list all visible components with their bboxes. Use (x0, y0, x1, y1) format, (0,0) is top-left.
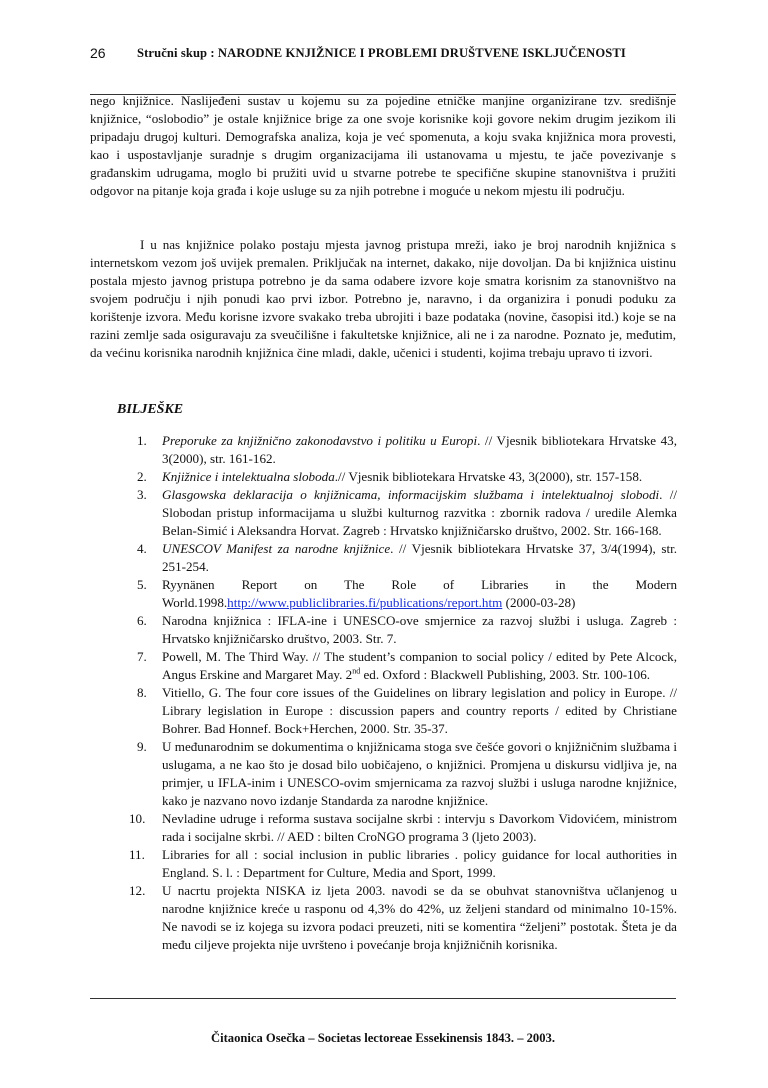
note-title: UNESCOV Manifest za narodne knjižnice (162, 541, 391, 556)
note-number: 8. (137, 685, 147, 700)
note-text: Vitiello, G. The four core issues of the Guidelines on library legislation and policy in Europe. // Library legislation in Europe : discussion papers and country reports / edited by Christiane Bohrer. Bad Honnef. Bock+Herchen, 2000. Str. 35-37. (162, 685, 677, 736)
note-item (137, 612, 677, 648)
note-text: . // Vjesnik bibliotekara Hrvatske 37, 3/4(1994), str. 251-254. (162, 541, 678, 574)
note-number: 9. (137, 739, 147, 754)
notes-list (129, 432, 678, 954)
note-text: Narodna knjižnica : IFLA-ine i UNESCO-ove smjernice za razvoj službi i usluga. Zagreb : Hrvatsko knjižničarsko društvo, 2003. Str. 7. (162, 613, 677, 646)
body-paragraph-1: nego knjižnice. Naslijeđeni sustav u kojemu su za pojedine etničke manjine organizirane tzv. središnje knjižnice, “oslobodio” je ostale knjižnice brige za one svoje korisnike koji govore nekim drugim jezikom ili pripadaju drugoj kulturi. Demografska analiza, koja je već spomenuta, a koju svaka knjižnica mora provesti, kao i uspostavljanje suradnje s drugim organizacijama ili ustanovama u mjestu, te jače povezivanje s građanskim udrugama, moglo bi pružiti uvid u stvarne potrebe te specifične skupine stanovništva i pružiti odgovor na pitanje koja građa i koje usluge su za njih potrebne i moguće u nekom mjestu ili području. (90, 93, 676, 198)
note-number: 7. (137, 649, 147, 664)
note-title: Preporuke za knjižnično zakonodavstvo i politiku u Europi (162, 433, 478, 448)
note-number: 2. (137, 469, 147, 484)
note-text: .// Vjesnik bibliotekara Hrvatske 43, 3(2000), str. 157-158. (334, 469, 643, 484)
note-item (137, 540, 677, 576)
note-number: 1. (137, 433, 147, 448)
note-item (137, 486, 677, 540)
note-text: Nevladine udruge i reforma sustava socijalne skrbi : intervju s Davorkom Vidovićem, ministrom rada i socijalne skrbi. // AED : bilten CroNGO programa 3 (ljeto 2003). (162, 811, 677, 844)
note-number: 12. (129, 883, 146, 898)
note-number: 5. (137, 577, 147, 592)
ordinal-superscript: nd (352, 666, 361, 676)
note-number: 4. (137, 541, 147, 556)
page-number: 26 (90, 45, 106, 61)
note-text: Ryynänen Report on The Role of Libraries in the Modern World.1998. (162, 577, 677, 610)
page-footer: Čitaonica Osečka – Societas lectoreae Essekinensis 1843. – 2003. (211, 1031, 555, 1045)
note-text: U međunarodnim se dokumentima o knjižnicama stoga sve češće govori o knjižničnim službama i uslugama, a ne kao što je dosad bilo uobičajeno, o knjižnici. Promjena u diskursu vidljiva je, na primjer, u IFLA-inim i UNESCO-ovim smjernicama za razvoj službi i usluga narodne knjižnice, kako je nazvano novo izdanje Standarda za narodne knjižnice. (162, 739, 677, 808)
report-link[interactable]: http://www.publiclibraries.fi/publications/report.htm (227, 595, 503, 610)
note-item (129, 846, 677, 882)
note-number: 3. (137, 487, 147, 502)
note-item (137, 432, 677, 468)
note-item (129, 882, 677, 954)
note-text: . // Vjesnik bibliotekara Hrvatske 43, 3(2000), str. 161-162. (162, 433, 677, 466)
note-item (129, 810, 677, 846)
note-item (137, 648, 677, 684)
notes-heading: BILJEŠKE (117, 402, 184, 417)
note-text-after: ed. Oxford : Blackwell Publishing, 2003. Str. 100-106. (360, 667, 651, 682)
body-paragraph-2: I u nas knjižnice polako postaju mjesta javnog pristupa mreži, iako je broj narodnih knjižnica s internetskom vezom još uvijek premalen. Priključak na internet, dakako, nije dovoljan. Da bi knjižnica uistinu postala mjesto javnog pristupa potrebno je da sama odabere izvore koje smatra korisnim za stanovništvo na svojem području i njih ponudi kao prvi izbor. Potrebno je, naravno, i da organizira i ponudi poduku za korištenje izvora. Među korisne izvore svakako treba ubrojiti i baze podataka (novine, časopisi itd.) koje se na razini zemlje sada osiguravaju za sveučilišne i fakultetske knjižnice, ali ne i za narodne. Poznato je, međutim, da većinu korisnika narodnih knjižnica čine mladi, dakle, učenici i studenti, kojima trebaju upravo ti izvori. (90, 237, 676, 360)
note-title: Glasgowska deklaracija o knjižnicama, informacijskim službama i intelektualnoj slobodi (162, 487, 660, 502)
page-header (90, 45, 676, 67)
note-text: Powell, M. The Third Way. // The student’s companion to social policy / edited by Pete Alcock, Angus Erskine and Margaret May. 2 (162, 649, 677, 682)
note-number: 6. (137, 613, 147, 628)
note-number: 11. (129, 847, 145, 862)
note-item (137, 468, 677, 486)
note-item (137, 576, 677, 612)
note-title: Knjižnice i intelektualna sloboda (162, 469, 335, 484)
note-item (137, 684, 677, 738)
note-text-after: (2000-03-28) (502, 595, 576, 610)
note-item (137, 738, 677, 810)
footer-rule (90, 998, 676, 999)
note-text: U nacrtu projekta NISKA iz ljeta 2003. navodi se da se obuhvat stanovništva učlanjenog u narodne knjižnice kreće u rasponu od 4,3% do 42%, uz željeni standard od minimalno 10-15%. Ne navodi se iz kojega su izvora podaci preuzeti, niti se komentira “željeni” postotak. Šteta je da među ciljeve projekta nije uvršteno i povećanje broja knjižničnih korisnika. (162, 883, 677, 952)
running-title: Stručni skup : NARODNE KNJIŽNICE I PROBLEMI DRUŠTVENE ISKLJUČENOSTI (137, 46, 626, 60)
note-text: . // Slobodan pristup informacijama u službi kulturnog razvitka : zbornik radova / uredile Alemka Belan-Simić i Aleksandra Horvat. Zagreb : Hrvatsko knjižničarsko društvo, 2002. Str. 166-168. (162, 487, 677, 538)
note-text: Libraries for all : social inclusion in public libraries . policy guidance for local authorities in England. S. l. : Department for Culture, Media and Sport, 1999. (162, 847, 677, 880)
note-number: 10. (129, 811, 146, 826)
